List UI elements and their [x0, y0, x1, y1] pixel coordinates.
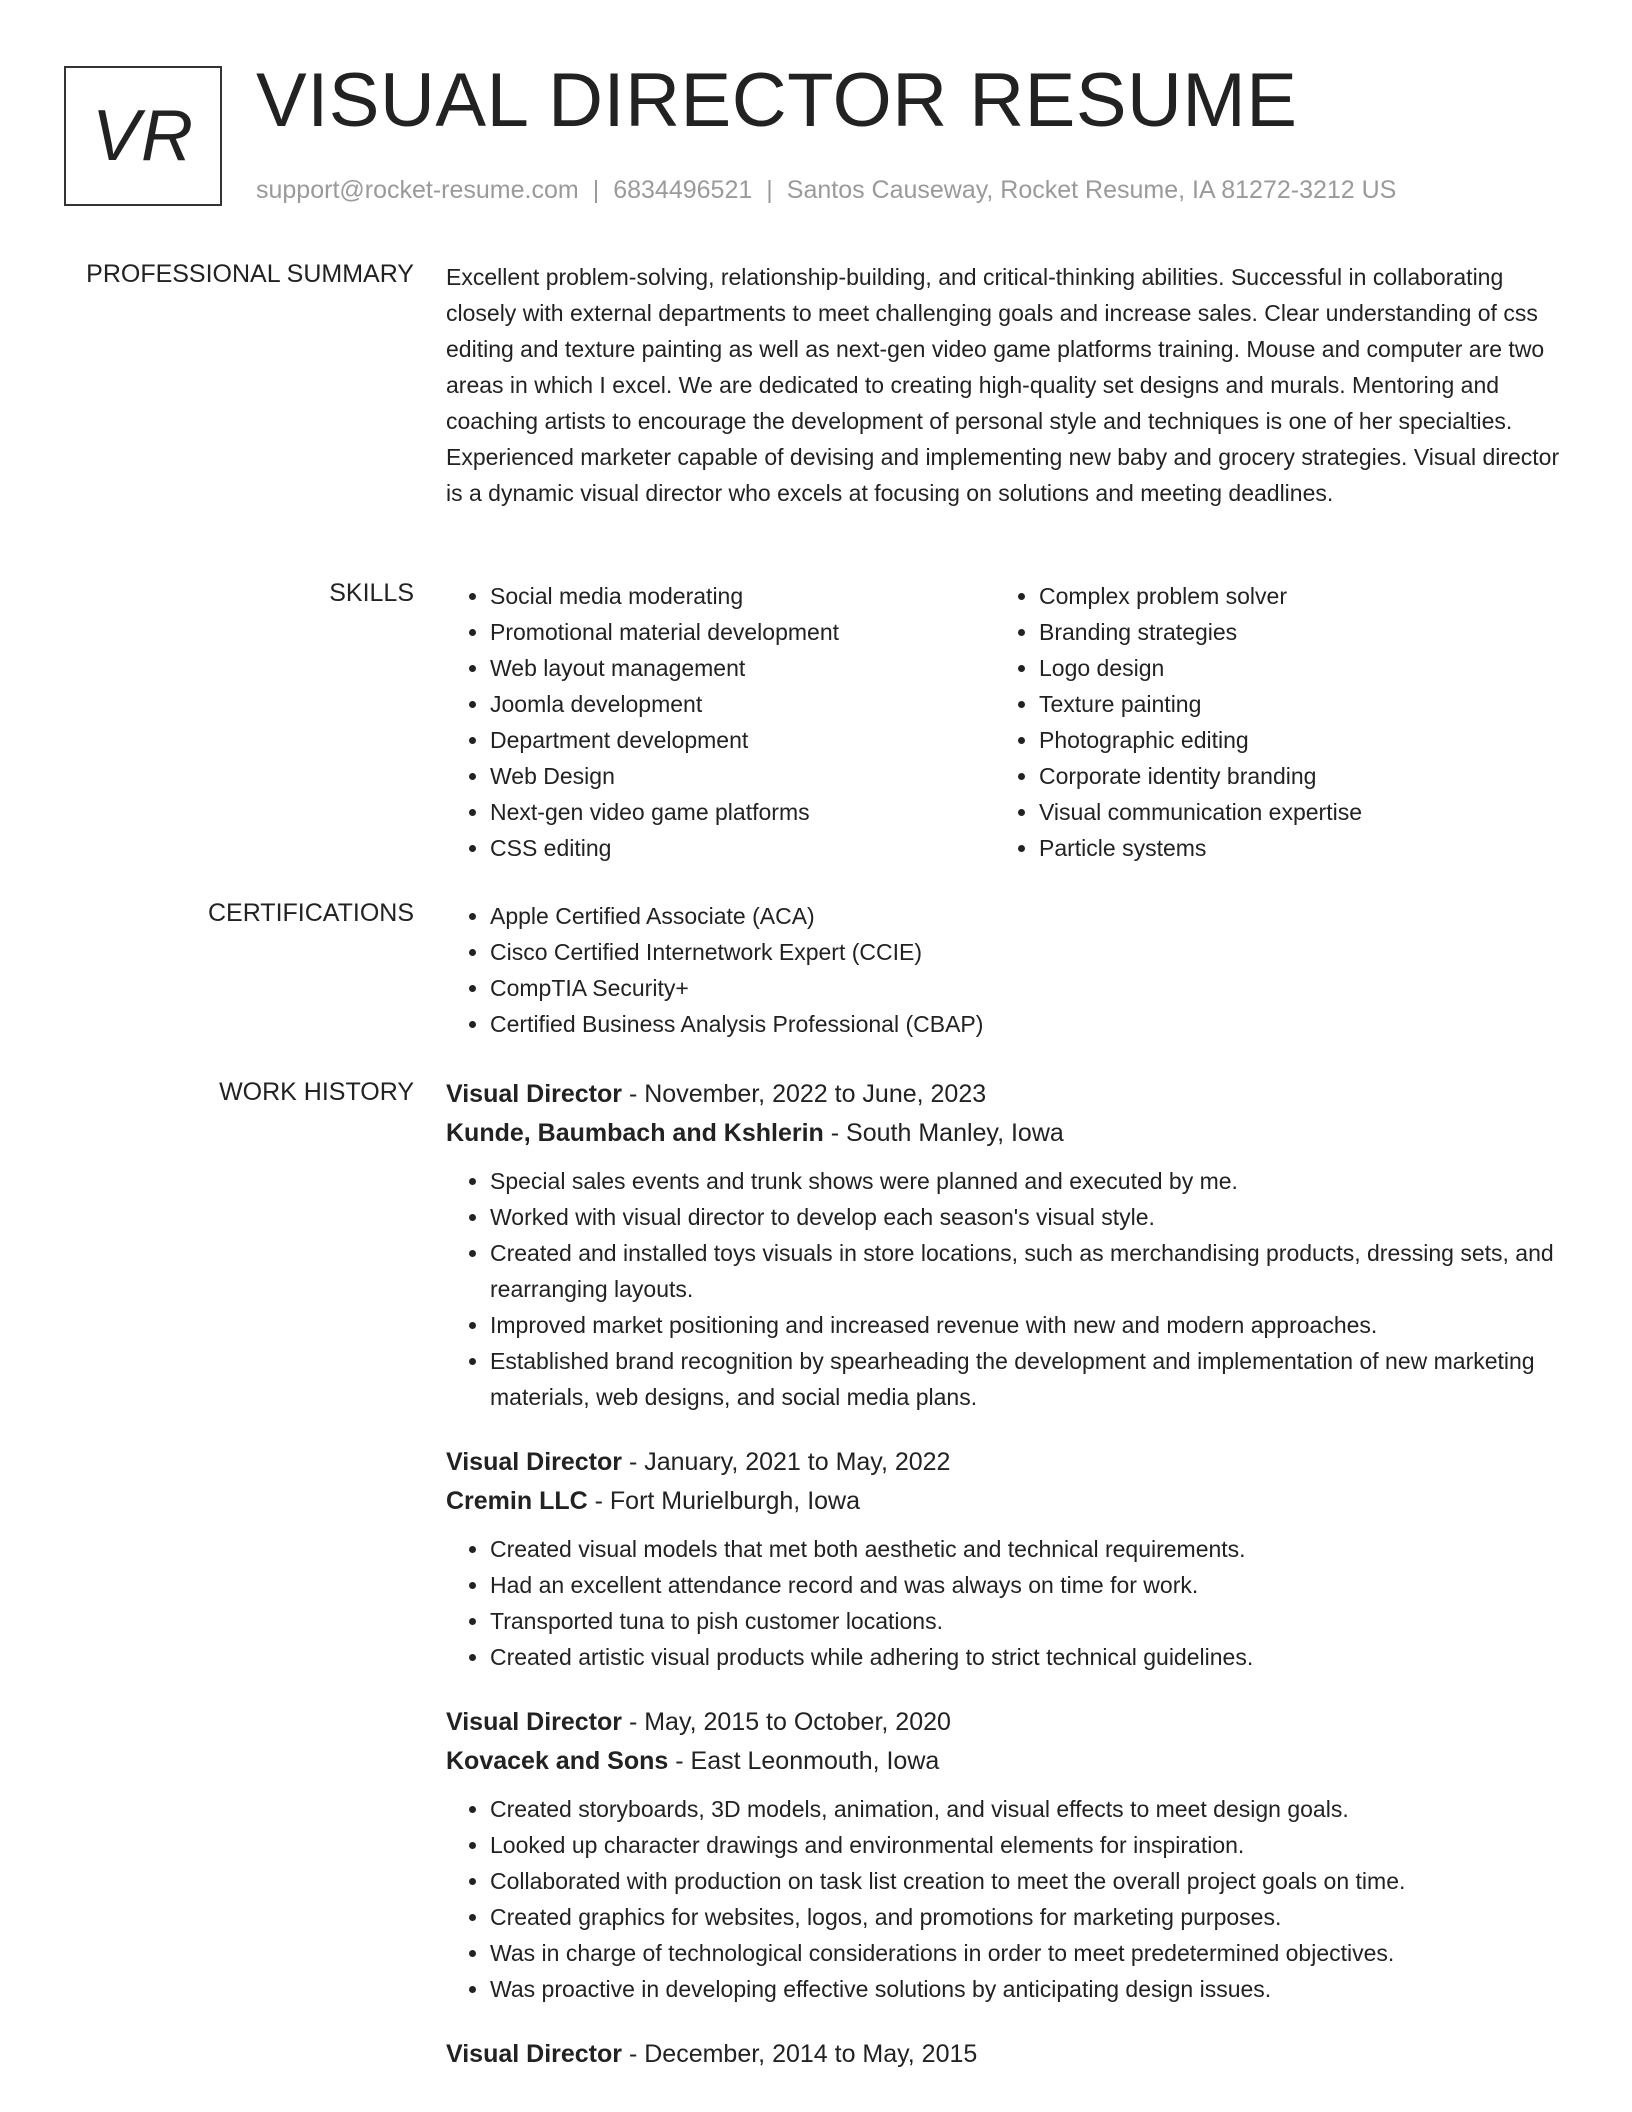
certification-item: • Cisco Certified Internetwork Expert (CCIE) [490, 934, 1566, 970]
skill-item: • Branding strategies [1039, 614, 1544, 650]
certification-item: • CompTIA Security+ [490, 970, 1566, 1006]
job-company: Kovacek and Sons [446, 1747, 669, 1775]
skill-item: • Department development [490, 722, 995, 758]
skills-list-right [995, 578, 1544, 866]
resume-title: VISUAL DIRECTOR RESUME [256, 58, 1298, 143]
job-duties [446, 1163, 1566, 1415]
skill-item: • Joomla development [490, 686, 995, 722]
skill-item: • Photographic editing [1039, 722, 1544, 758]
contact-email: support@rocket-resume.com [256, 176, 579, 204]
contact-separator: | [766, 176, 773, 204]
job-duty: • Had an excellent attendance record and was always on time for work. [490, 1567, 1566, 1603]
job-dates: - December, 2014 to May, 2015 [622, 2040, 978, 2068]
job-company-line [446, 1114, 1566, 1153]
job-title-line [446, 1703, 1566, 1742]
job-duty: • Created storyboards, 3D models, animation, and visual effects to meet design goals. [490, 1791, 1566, 1827]
work-history-label: WORK HISTORY [219, 1078, 414, 1106]
job-duty: • Created visual models that met both aesthetic and technical requirements. [490, 1531, 1566, 1567]
job-entry [446, 1703, 1566, 2007]
job-title: Visual Director [446, 1448, 623, 1476]
job-company-line [446, 1482, 1566, 1521]
monogram [64, 66, 222, 206]
skill-item: • Social media moderating [490, 578, 995, 614]
job-duties [446, 1791, 1566, 2007]
job-title-line [446, 1075, 1566, 1114]
job-duty: • Worked with visual director to develop each season's visual style. [490, 1199, 1566, 1235]
skill-item: • Next-gen video game platforms [490, 794, 995, 830]
summary-text: Excellent problem-solving, relationship-building, and critical-thinking abilities. Successful in collaborating closely with external departments to meet challenging goals and increase sales. Clear understanding of css editing and texture painting as well as next-gen video game platforms training. Mouse and computer are two areas in which I excel. We are dedicated to creating high-quality set designs and murals. Mentoring and coaching artists to encourage the development of personal style and techniques is one of her specialties. Experienced marketer capable of devising and implementing new baby and grocery strategies. Visual director is a dynamic visual director who excels at focusing on solutions and meeting deadlines. [446, 264, 1560, 506]
job-duty: • Transported tuna to pish customer locations. [490, 1603, 1566, 1639]
skill-item: • CSS editing [490, 830, 995, 866]
job-entry [446, 1075, 1566, 1415]
job-duty: • Looked up character drawings and environmental elements for inspiration. [490, 1827, 1566, 1863]
job-company: Kunde, Baumbach and Kshlerin [446, 1119, 824, 1147]
job-duty: • Improved market positioning and increased revenue with new and modern approaches. [490, 1307, 1566, 1343]
contact-address: Santos Causeway, Rocket Resume, IA 81272-3212 US [786, 176, 1397, 204]
job-duty: • Collaborated with production on task list creation to meet the overall project goals on time. [490, 1863, 1566, 1899]
certifications-label: CERTIFICATIONS [207, 899, 414, 927]
certification-item: • Certified Business Analysis Professional (CBAP) [490, 1006, 1566, 1042]
skill-item: • Web Design [490, 758, 995, 794]
job-title: Visual Director [446, 2040, 623, 2068]
job-title: Visual Director [446, 1080, 623, 1108]
monogram-initials: VR [91, 96, 195, 176]
certification-item: • Apple Certified Associate (ACA) [490, 898, 1566, 934]
job-entry [446, 2035, 1566, 2074]
skills-list-left [446, 578, 995, 866]
job-dates: - January, 2021 to May, 2022 [622, 1448, 951, 1476]
job-title-line [446, 1443, 1566, 1482]
skill-item: • Complex problem solver [1039, 578, 1544, 614]
job-duty: • Special sales events and trunk shows were planned and executed by me. [490, 1163, 1566, 1199]
job-company: Cremin LLC [446, 1487, 588, 1515]
contact-phone: 6834496521 [613, 176, 753, 204]
job-duty: • Created graphics for websites, logos, and promotions for marketing purposes. [490, 1899, 1566, 1935]
job-duties [446, 1531, 1566, 1675]
job-dates: - May, 2015 to October, 2020 [622, 1708, 951, 1736]
job-title-line [446, 2035, 1566, 2074]
skill-item: • Texture painting [1039, 686, 1544, 722]
job-duty: • Was proactive in developing effective solutions by anticipating design issues. [490, 1971, 1566, 2007]
job-title: Visual Director [446, 1708, 623, 1736]
job-duty: • Established brand recognition by spearheading the development and implementation of new marketing materials, web designs, and social media plans. [490, 1343, 1566, 1415]
contact-separator: | [592, 176, 600, 204]
skill-item: • Corporate identity branding [1039, 758, 1544, 794]
summary-label: PROFESSIONAL SUMMARY [86, 260, 414, 288]
skill-item: • Particle systems [1039, 830, 1544, 866]
skill-item: • Logo design [1039, 650, 1544, 686]
job-duty: • Created artistic visual products while adhering to strict technical guidelines. [490, 1639, 1566, 1675]
job-company-line [446, 1742, 1566, 1781]
skill-item: • Web layout management [490, 650, 995, 686]
job-location: - East Leonmouth, Iowa [668, 1747, 940, 1775]
job-duty: • Created and installed toys visuals in store locations, such as merchandising products, dressing sets, and rearranging layouts. [490, 1235, 1566, 1307]
job-location: - Fort Murielburgh, Iowa [587, 1487, 861, 1515]
job-dates: - November, 2022 to June, 2023 [622, 1080, 987, 1108]
skills-label: SKILLS [329, 579, 414, 607]
skill-item: • Visual communication expertise [1039, 794, 1544, 830]
certifications-list [446, 898, 1566, 1042]
contact-line [256, 174, 1396, 206]
skill-item: • Promotional material development [490, 614, 995, 650]
job-entry [446, 1443, 1566, 1675]
job-duty: • Was in charge of technological considerations in order to meet predetermined objectives. [490, 1935, 1566, 1971]
job-location: - South Manley, Iowa [823, 1119, 1064, 1147]
